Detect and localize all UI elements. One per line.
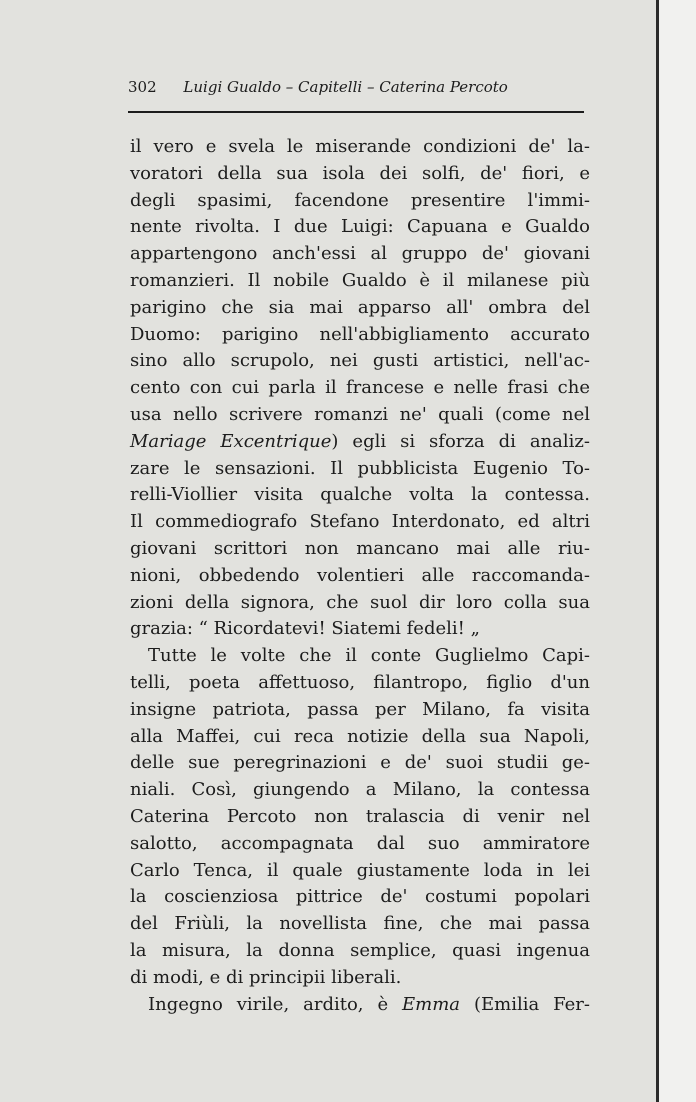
adjacent-page-margin bbox=[659, 0, 696, 1102]
text-run: parigino che sia mai apparso all' ombra del bbox=[130, 296, 590, 318]
text-line bbox=[130, 509, 590, 536]
text-line bbox=[130, 188, 590, 215]
text-run: voratori della sua isola dei solfi, de' fiori, e bbox=[130, 162, 590, 184]
text-run: zioni della signora, che suol dir loro colla sua bbox=[130, 591, 590, 613]
text-run: giovani scrittori non mancano mai alle riu- bbox=[130, 537, 590, 559]
text-run: grazia: “ Ricordatevi! Siatemi fedeli! „ bbox=[130, 618, 480, 640]
text-line bbox=[130, 563, 590, 590]
text-line bbox=[130, 482, 590, 509]
text-line bbox=[130, 402, 590, 429]
text-line bbox=[130, 697, 590, 724]
text-line bbox=[130, 241, 590, 268]
text-run: Carlo Tenca, il quale giustamente loda in lei bbox=[130, 859, 590, 881]
text-line bbox=[130, 456, 590, 483]
text-run: nioni, obbedendo volentieri alle raccomanda- bbox=[130, 564, 590, 586]
text-run: insigne patriota, passa per Milano, fa visita bbox=[130, 698, 590, 720]
text-run: il vero e svela le miserande condizioni de' la- bbox=[130, 136, 590, 157]
text-run: Il commediografo Stefano Interdonato, ed altri bbox=[130, 511, 590, 533]
text-run: zare le sensazioni. Il pubblicista Eugenio To- bbox=[130, 457, 590, 479]
italic-title: Mariage Excentrique bbox=[130, 430, 332, 452]
running-title: Luigi Gualdo – Capitelli – Caterina Percoto bbox=[183, 78, 508, 96]
page-header bbox=[128, 78, 584, 102]
text-run: salotto, accompagnata dal suo ammiratore bbox=[130, 832, 590, 854]
text-line bbox=[130, 777, 590, 804]
text-run: appartengono anch'essi al gruppo de' giovani bbox=[130, 243, 590, 265]
text-run: cento con cui parla il francese e nelle frasi che bbox=[130, 377, 590, 399]
text-line bbox=[130, 590, 590, 617]
text-line bbox=[130, 670, 590, 697]
text-run: niali. Così, giungendo a Milano, la contessa bbox=[130, 779, 590, 801]
text-run: la misura, la donna semplice, quasi ingenua bbox=[130, 939, 590, 961]
text-line bbox=[130, 884, 590, 911]
text-run: ) egli si sforza di analiz- bbox=[331, 430, 590, 452]
text-line bbox=[130, 831, 590, 858]
text-line bbox=[130, 992, 590, 1019]
text-run: degli spasimi, facendone presentire l'immi- bbox=[130, 189, 590, 211]
text-line bbox=[130, 375, 590, 402]
text-line bbox=[130, 268, 590, 295]
text-line bbox=[130, 214, 590, 241]
text-line bbox=[130, 295, 590, 322]
text-line bbox=[130, 858, 590, 885]
text-line bbox=[130, 965, 590, 992]
text-line bbox=[130, 161, 590, 188]
text-line bbox=[130, 938, 590, 965]
italic-title: Emma bbox=[402, 993, 461, 1015]
text-run: romanzieri. Il nobile Gualdo è il milanese più bbox=[130, 269, 590, 291]
text-line bbox=[130, 348, 590, 375]
text-line bbox=[130, 911, 590, 938]
text-run: Tutte le volte che il conte Guglielmo Capi- bbox=[148, 645, 590, 667]
page-number: 302 bbox=[128, 78, 157, 96]
text-run: relli-Viollier visita qualche volta la contessa. bbox=[130, 484, 590, 506]
text-line bbox=[130, 536, 590, 563]
text-line bbox=[130, 804, 590, 831]
text-line bbox=[130, 643, 590, 670]
body-text bbox=[130, 134, 590, 1018]
text-run: di modi, e di principii liberali. bbox=[130, 966, 402, 988]
text-run: Caterina Percoto non tralascia di venir nel bbox=[130, 805, 590, 827]
text-run: sino allo scrupolo, nei gusti artistici, nell'ac- bbox=[130, 350, 590, 372]
text-line bbox=[130, 134, 590, 161]
text-line bbox=[130, 322, 590, 349]
text-run: usa nello scrivere romanzi ne' quali (come nel bbox=[130, 403, 590, 425]
header-rule bbox=[128, 111, 584, 113]
text-line bbox=[130, 750, 590, 777]
text-line bbox=[130, 429, 590, 456]
text-run: del Friùli, la novellista fine, che mai passa bbox=[130, 913, 590, 935]
text-run: Duomo: parigino nell'abbigliamento accurato bbox=[130, 323, 590, 345]
text-line bbox=[130, 616, 590, 643]
text-run: nente rivolta. I due Luigi: Capuana e Gualdo bbox=[130, 216, 590, 238]
text-run: (Emilia Fer- bbox=[460, 993, 590, 1015]
text-line bbox=[130, 724, 590, 751]
text-run: telli, poeta affettuoso, filantropo, figlio d'un bbox=[130, 671, 590, 693]
text-run: la coscienziosa pittrice de' costumi popolari bbox=[130, 886, 590, 908]
text-run: Ingegno virile, ardito, è bbox=[148, 993, 403, 1015]
text-run: alla Maffei, cui reca notizie della sua Napoli, bbox=[130, 725, 590, 747]
text-run: delle sue peregrinazioni e de' suoi studii ge- bbox=[130, 752, 590, 774]
